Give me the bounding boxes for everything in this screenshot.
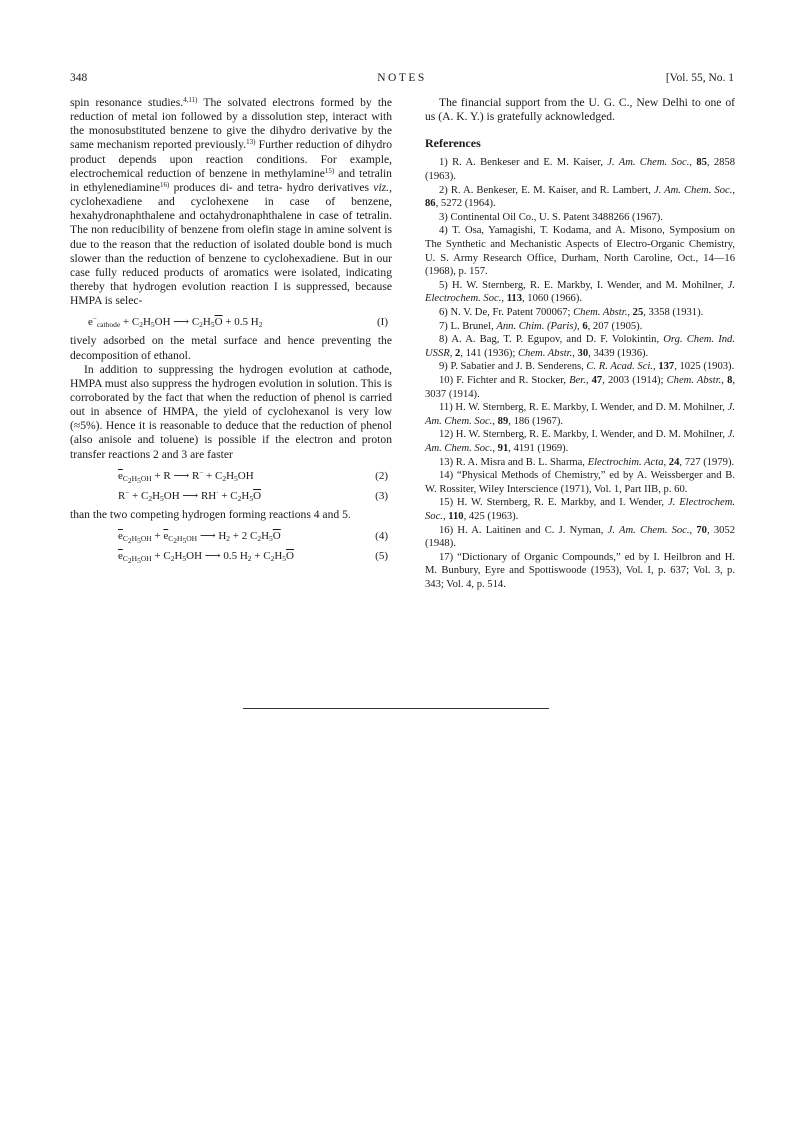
reference-item: 11) H. W. Sternberg, R. E. Markby, I. Wender, and D. M. Mohilner, J. Am. Chem. Soc., 89, 186 (1967).	[425, 402, 735, 427]
reference-item: 2) R. A. Benkeser, E. M. Kaiser, and R. Lambert, J. Am. Chem. Soc., 86, 5272 (1964).	[425, 184, 736, 210]
equation-4	[70, 526, 392, 546]
equation-3	[70, 486, 392, 506]
reference-item: 16) H. A. Laitinen and C. J. Nyman, J. Am. Chem. Soc., 70, 3052 (1948).	[425, 524, 736, 550]
reference-item: 13) R. A. Misra and B. L. Sharma, Electrochim. Acta, 24, 727 (1979).	[439, 456, 735, 468]
body-paragraph: In addition to suppressing the hydrogen evolution at cathode, HMPA must also suppress the hydrogen evolution in solution. This is corroborated by the fact that when the reduction of phenol is carried out in absence of HMPA, the yield of cyclohexanol is very low (≈5%). Hence it is reasonable to deduce that the reduction of phenol (also anisole and toluene) is possible if the electron and proton transfer reactions 2 and 3 are faster	[70, 362, 392, 461]
section-title: NOTES	[377, 72, 427, 84]
volume-info: [Vol. 55, No. 1	[665, 72, 734, 84]
equation-2	[70, 466, 392, 486]
reference-item: 5) H. W. Sternberg, R. E. Markby, I. Wender, and M. Mohilner, J. Electrochem. Soc., 113, 1060 (1966).	[425, 279, 735, 305]
right-column	[425, 96, 735, 591]
end-rule	[243, 708, 549, 709]
reference-item: 3) Continental Oil Co., U. S. Patent 3488266 (1967).	[439, 211, 663, 223]
equation-number: (3)	[375, 489, 388, 502]
left-column	[70, 96, 392, 566]
reference-item: 9) P. Sabatier and J. B. Senderens, C. R. Acad. Sci., 137, 1025 (1903).	[439, 361, 735, 373]
equation-expression: $e^-_{cathode} + C_2H_5OH$ ⟶ $C_2H_5\overline{O} + 0.5$ $H_2$	[88, 315, 263, 330]
acknowledgement: The financial support from the U. G. C., New Delhi to one of us (A. K. Y.) is gratefully acknowledged.	[425, 96, 735, 124]
equation-number: (2)	[375, 469, 388, 482]
running-header	[70, 72, 734, 88]
reference-item: 12) H. W. Sternberg, R. E. Markby, I. Wender, and D. M. Mohilner, J. Am. Chem. Soc., 91, 4191 (1969).	[425, 429, 735, 454]
references-heading: References	[425, 136, 481, 151]
reference-item: 7) L. Brunel, Ann. Chim. (Paris), 6, 207 (1905).	[439, 320, 643, 332]
reference-item: 4) T. Osa, Yamagishi, T. Kodama, and A. Misono, Symposium on The Synthetic and Mechanistic Aspects of Electro-Organic Chemistry, U. S. Army Research Office, Durham, North Caroline, Oct., 14—16 (1968), p. 157.	[425, 225, 735, 278]
reference-item: 14) “Physical Methods of Chemistry,” ed by A. Weissberger and B. W. Rossiter, Wiley Interscience (1971), Vol. 1, Part IIB, p. 60.	[425, 470, 735, 495]
equation-expression: $\overline{e}_{C_2H_5OH} + C_2H_5OH$ ⟶ 0.5 $H_2 + C_2H_5\overline{O}$	[118, 549, 294, 565]
equation-number: (5)	[375, 549, 388, 562]
reference-item: 8) A. A. Bag, T. P. Egupov, and D. F. Volokintin, Org. Chem. Ind. USSR, 2, 141 (1936); Chem. Abstr., 30, 3439 (1936).	[425, 334, 735, 359]
reference-item: 1) R. A. Benkeser and E. M. Kaiser, J. Am. Chem. Soc., 85, 2858 (1963).	[425, 157, 736, 183]
reference-item: 15) H. W. Sternberg, R. E. Markby, and I. Wender, J. Electrochem. Soc., 110, 425 (1963).	[425, 497, 735, 522]
equation-expression: $\overline{e}_{C_2H_5OH} + \overline{e}_{C_2H_5OH}$ ⟶ $H_2 + 2$ $C_2H_5\overline{O}$	[118, 529, 281, 545]
body-paragraph: spin resonance studies.$^{4,11)}$ The solvated electrons formed by the reduction of metal ion followed by a dissolution step, interact with the monosubstituted benzene to give the dihydro derivative by the same mechanism reported previously.$^{13)}$ Further reduction of dihydro product depends upon reaction conditions. For example, electrochemical reduction of benzene in methylamine$^{15)}$ and tetralin in ethylenediamine$^{16)}$ produces di- and tetra- hydro derivatives viz., cyclohexadiene and cyclohexene in case of benzene, hexahydronaphthalene and octahydronaphthalene in case of tetralin. The non reducibility of benzene from olefin stage in amine solvent is due to the reason that the reduction of isolated double bond is much slower than the reduction of benzene to cyclohexadiene. But in our case fully reduced products of aromatics were isolated, indicating thereby that hydrogen evolution reaction I is suppressed, because HMPA is selec-	[70, 96, 392, 308]
body-paragraph: than the two competing hydrogen forming reactions 4 and 5.	[70, 507, 351, 521]
reference-item: 17) “Dictionary of Organic Compounds,” ed by I. Heilbron and H. M. Bunbury, Eyre and Spottiswoode (1953), Vol. I, p. 637; Vol. 3, p. 343; Vol. 4, p. 514.	[425, 551, 735, 590]
equation-number: (I)	[377, 316, 388, 329]
reference-item: 10) F. Fichter and R. Stocker, Ber., 47, 2003 (1914); Chem. Abstr., 8, 3037 (1914).	[425, 374, 736, 400]
reference-item: 6) N. V. De, Fr. Patent 700067; Chem. Abstr., 25, 3358 (1931).	[439, 307, 704, 318]
equation-expression: $\overline{e}_{C_2H_5OH} + R$ ⟶ $R^- + C_2H_5OH$	[118, 468, 254, 485]
equation-5	[70, 546, 392, 566]
equation-1	[70, 312, 392, 332]
page-number: 348	[70, 72, 88, 84]
equation-expression: $R^- + C_2H_5OH$ ⟶ $RH^\cdot + C_2H_5\overline{O}$	[118, 488, 262, 503]
reference-list	[425, 156, 735, 591]
body-paragraph: tively adsorbed on the metal surface and hence preventing the decomposition of ethanol.	[70, 334, 392, 362]
equation-number: (4)	[375, 529, 388, 542]
